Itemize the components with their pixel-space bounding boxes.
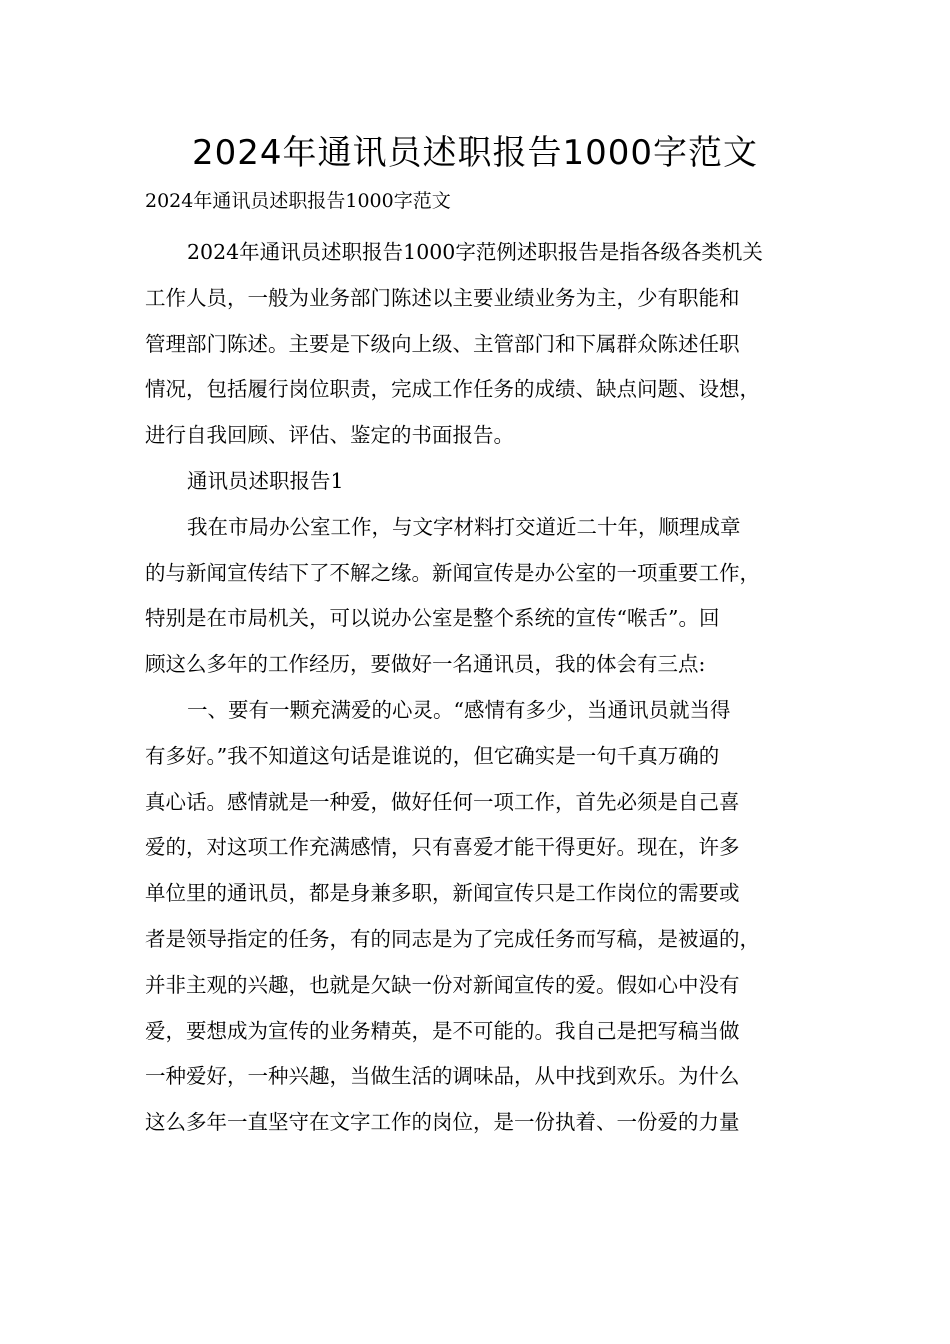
text-line: 爱，要想成为宣传的业务精英，是不可能的。我自己是把写稿当做 xyxy=(145,1018,740,1043)
text-line: 我在市局办公室工作，与文字材料打交道近二十年，顺理成章 xyxy=(187,514,741,539)
text-line: 情况，包括履行岗位职责，完成工作任务的成绩、缺点问题、设想， xyxy=(145,377,760,402)
text-line: 者是领导指定的任务，有的同志是为了完成任务而写稿，是被逼的， xyxy=(145,926,760,951)
text-line: 有多好。”我不知道这句话是谁说的，但它确实是一句千真万确的 xyxy=(145,743,720,768)
text-line: 工作人员，一般为业务部门陈述以主要业绩业务为主，少有职能和 xyxy=(145,285,740,310)
text-line: 管理部门陈述。主要是下级向上级、主管部门和下属群众陈述任职 xyxy=(145,331,740,356)
text-line: 通讯员述职报告1 xyxy=(187,468,344,493)
text-line: 这么多年一直坚守在文字工作的岗位，是一份执着、一份爱的力量 xyxy=(145,1110,740,1135)
text-line: 爱的，对这项工作充满感情，只有喜爱才能干得更好。现在，许多 xyxy=(145,835,740,860)
document-title: 2024年通讯员述职报告1000字范文 xyxy=(191,133,759,173)
text-line: 并非主观的兴趣，也就是欠缺一份对新闻宣传的爱。假如心中没有 xyxy=(145,972,740,997)
document-body xyxy=(145,230,815,1146)
text-line: 2024年通讯员述职报告1000字范例述职报告是指各级各类机关 xyxy=(187,240,763,264)
paragraph-background xyxy=(145,505,815,688)
paragraph-point-one xyxy=(145,688,815,1146)
text-line: 单位里的通讯员，都是身兼多职，新闻宣传只是工作岗位的需要或 xyxy=(145,881,740,906)
text-line: 真心话。感情就是一种爱，做好任何一项工作，首先必须是自己喜 xyxy=(145,789,740,814)
text-line: 的与新闻宣传结下了不解之缘。新闻宣传是办公室的一项重要工作， xyxy=(145,560,760,585)
text-line: 特别是在市局机关，可以说办公室是整个系统的宣传“喉舌”。回 xyxy=(145,606,720,631)
text-line: 顾这么多年的工作经历，要做好一名通讯员，我的体会有三点: xyxy=(145,652,706,677)
text-line: 一、要有一颗充满爱的心灵。“感情有多少，当通讯员就当得 xyxy=(187,697,731,722)
section-heading xyxy=(145,459,815,505)
text-line: 进行自我回顾、评估、鉴定的书面报告。 xyxy=(145,423,514,448)
paragraph-intro xyxy=(145,230,815,459)
text-line: 一种爱好，一种兴趣，当做生活的调味品，从中找到欢乐。为什么 xyxy=(145,1064,740,1089)
document-subtitle: 2024年通讯员述职报告1000字范文 xyxy=(145,190,451,212)
